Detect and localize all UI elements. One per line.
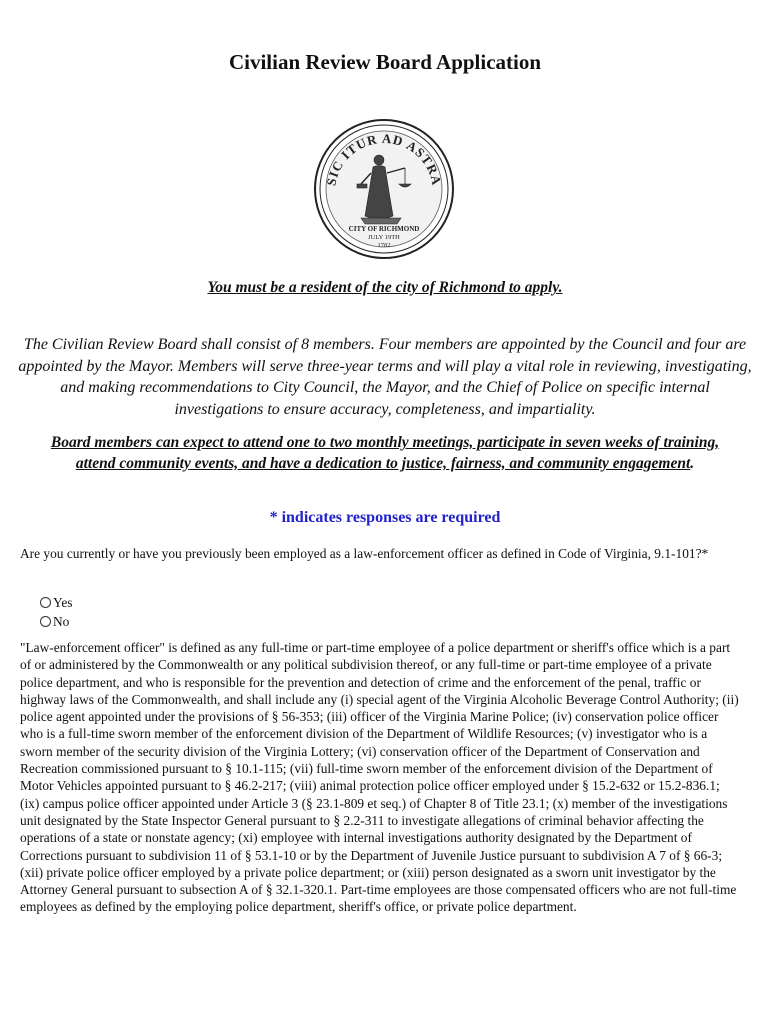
form-title: Civilian Review Board Application (228, 50, 542, 74)
seal-city: CITY OF RICHMOND (348, 225, 420, 233)
city-seal (313, 118, 455, 260)
radio-label-no: No (53, 614, 70, 629)
expectations-period: . (690, 455, 695, 472)
expectations-text: Board members can expect to attend one to two monthly meetings, participate in seven weeks of training, attend community events, and have a dedication to justice, fairness, and community engagement (50, 434, 720, 472)
radio-label-yes: Yes (53, 595, 73, 610)
seal-motto: SIC ITUR AD ASTRA (323, 130, 445, 188)
board-expectations (40, 432, 730, 474)
law-enforcement-definition: "Law-enforcement officer" is defined as any full-time or part-time employee of a police department or sheriff's office which is a part of or administered by the Commonwealth or any political subdivision thereof, or any full-time or part-time employee of a private police department, and who is responsible for the prevention and detection of crime and the enforcement of the penal, traffic or highway laws of the Commonwealth, and shall include any (i) special agent of the Virginia Alcoholic Beverage Control Authority; (ii) police agent appointed under the provisions of § 56-353; (iii) officer of the Virginia Marine Police; (iv) conservation police officer who is a full-time sworn member of the enforcement division of the Department of Wildlife Resources; (v) investigator who is a sworn member of the security division of the Virginia Lottery; (vi) conservation officer of the Department of Conservation and Recreation commissioned pursuant to § 10.1-115; (vii) full-time sworn member of the enforcement division of the Department of Motor Vehicles appointed pursuant to § 46.2-217; (viii) animal protection police officer employed under § 15.2-632 or 15.2-836.1; (ix) campus police officer appointed under Article 3 (§ 23.1-809 et seq.) of Chapter 8 of Title 23.1; (x) member of the investigations unit designated by the State Inspector General pursuant to § 2.2-311 to investigate allegations of criminal behavior affecting the operations of a state or nonstate agency; (xi) employee with internal investigations authority designated by the Department of Corrections pursuant to subdivision 11 of § 53.1-10 or by the Department of Juvenile Justice pursuant to subdivision A 7 of § 66-3; (xii) private police officer employed by a private police department; or (xiii) person designated as a sworn unit investigator by the Attorney General pursuant to subsection A of § 32.1-320.1. Part-time employees are those compensated officers who are not full-time employees as defined by the employing police department, sheriff's office, or private police department. (20, 640, 739, 915)
seal-date: JULY 19TH (368, 234, 400, 241)
board-description: The Civilian Review Board shall consist of 8 members. Four members are appointed by the Council and four are appointed by the Mayor. Members will serve three-year terms and will play a vital role in reviewing, investigating, and making recommendations to City Council, the Mayor, and the Chief of Police on specific internal investigations to ensure accuracy, completeness, and impartiality. (18, 336, 752, 418)
resident-notice: You must be a resident of the city of Richmond to apply. (207, 279, 563, 296)
radio-group (40, 593, 72, 631)
radio-option-yes[interactable] (40, 593, 72, 612)
question-label: Are you currently or have you previously been employed as a law-enforcement officer as defined in Code of Virginia, 9.1-101?* (20, 546, 709, 561)
seal-year: 1782 (377, 242, 391, 249)
seal-graphic (313, 118, 455, 260)
radio-option-no[interactable] (40, 612, 72, 631)
radio-button-no[interactable] (40, 616, 51, 627)
required-note: * indicates responses are required (269, 509, 501, 526)
radio-button-yes[interactable] (40, 597, 51, 608)
